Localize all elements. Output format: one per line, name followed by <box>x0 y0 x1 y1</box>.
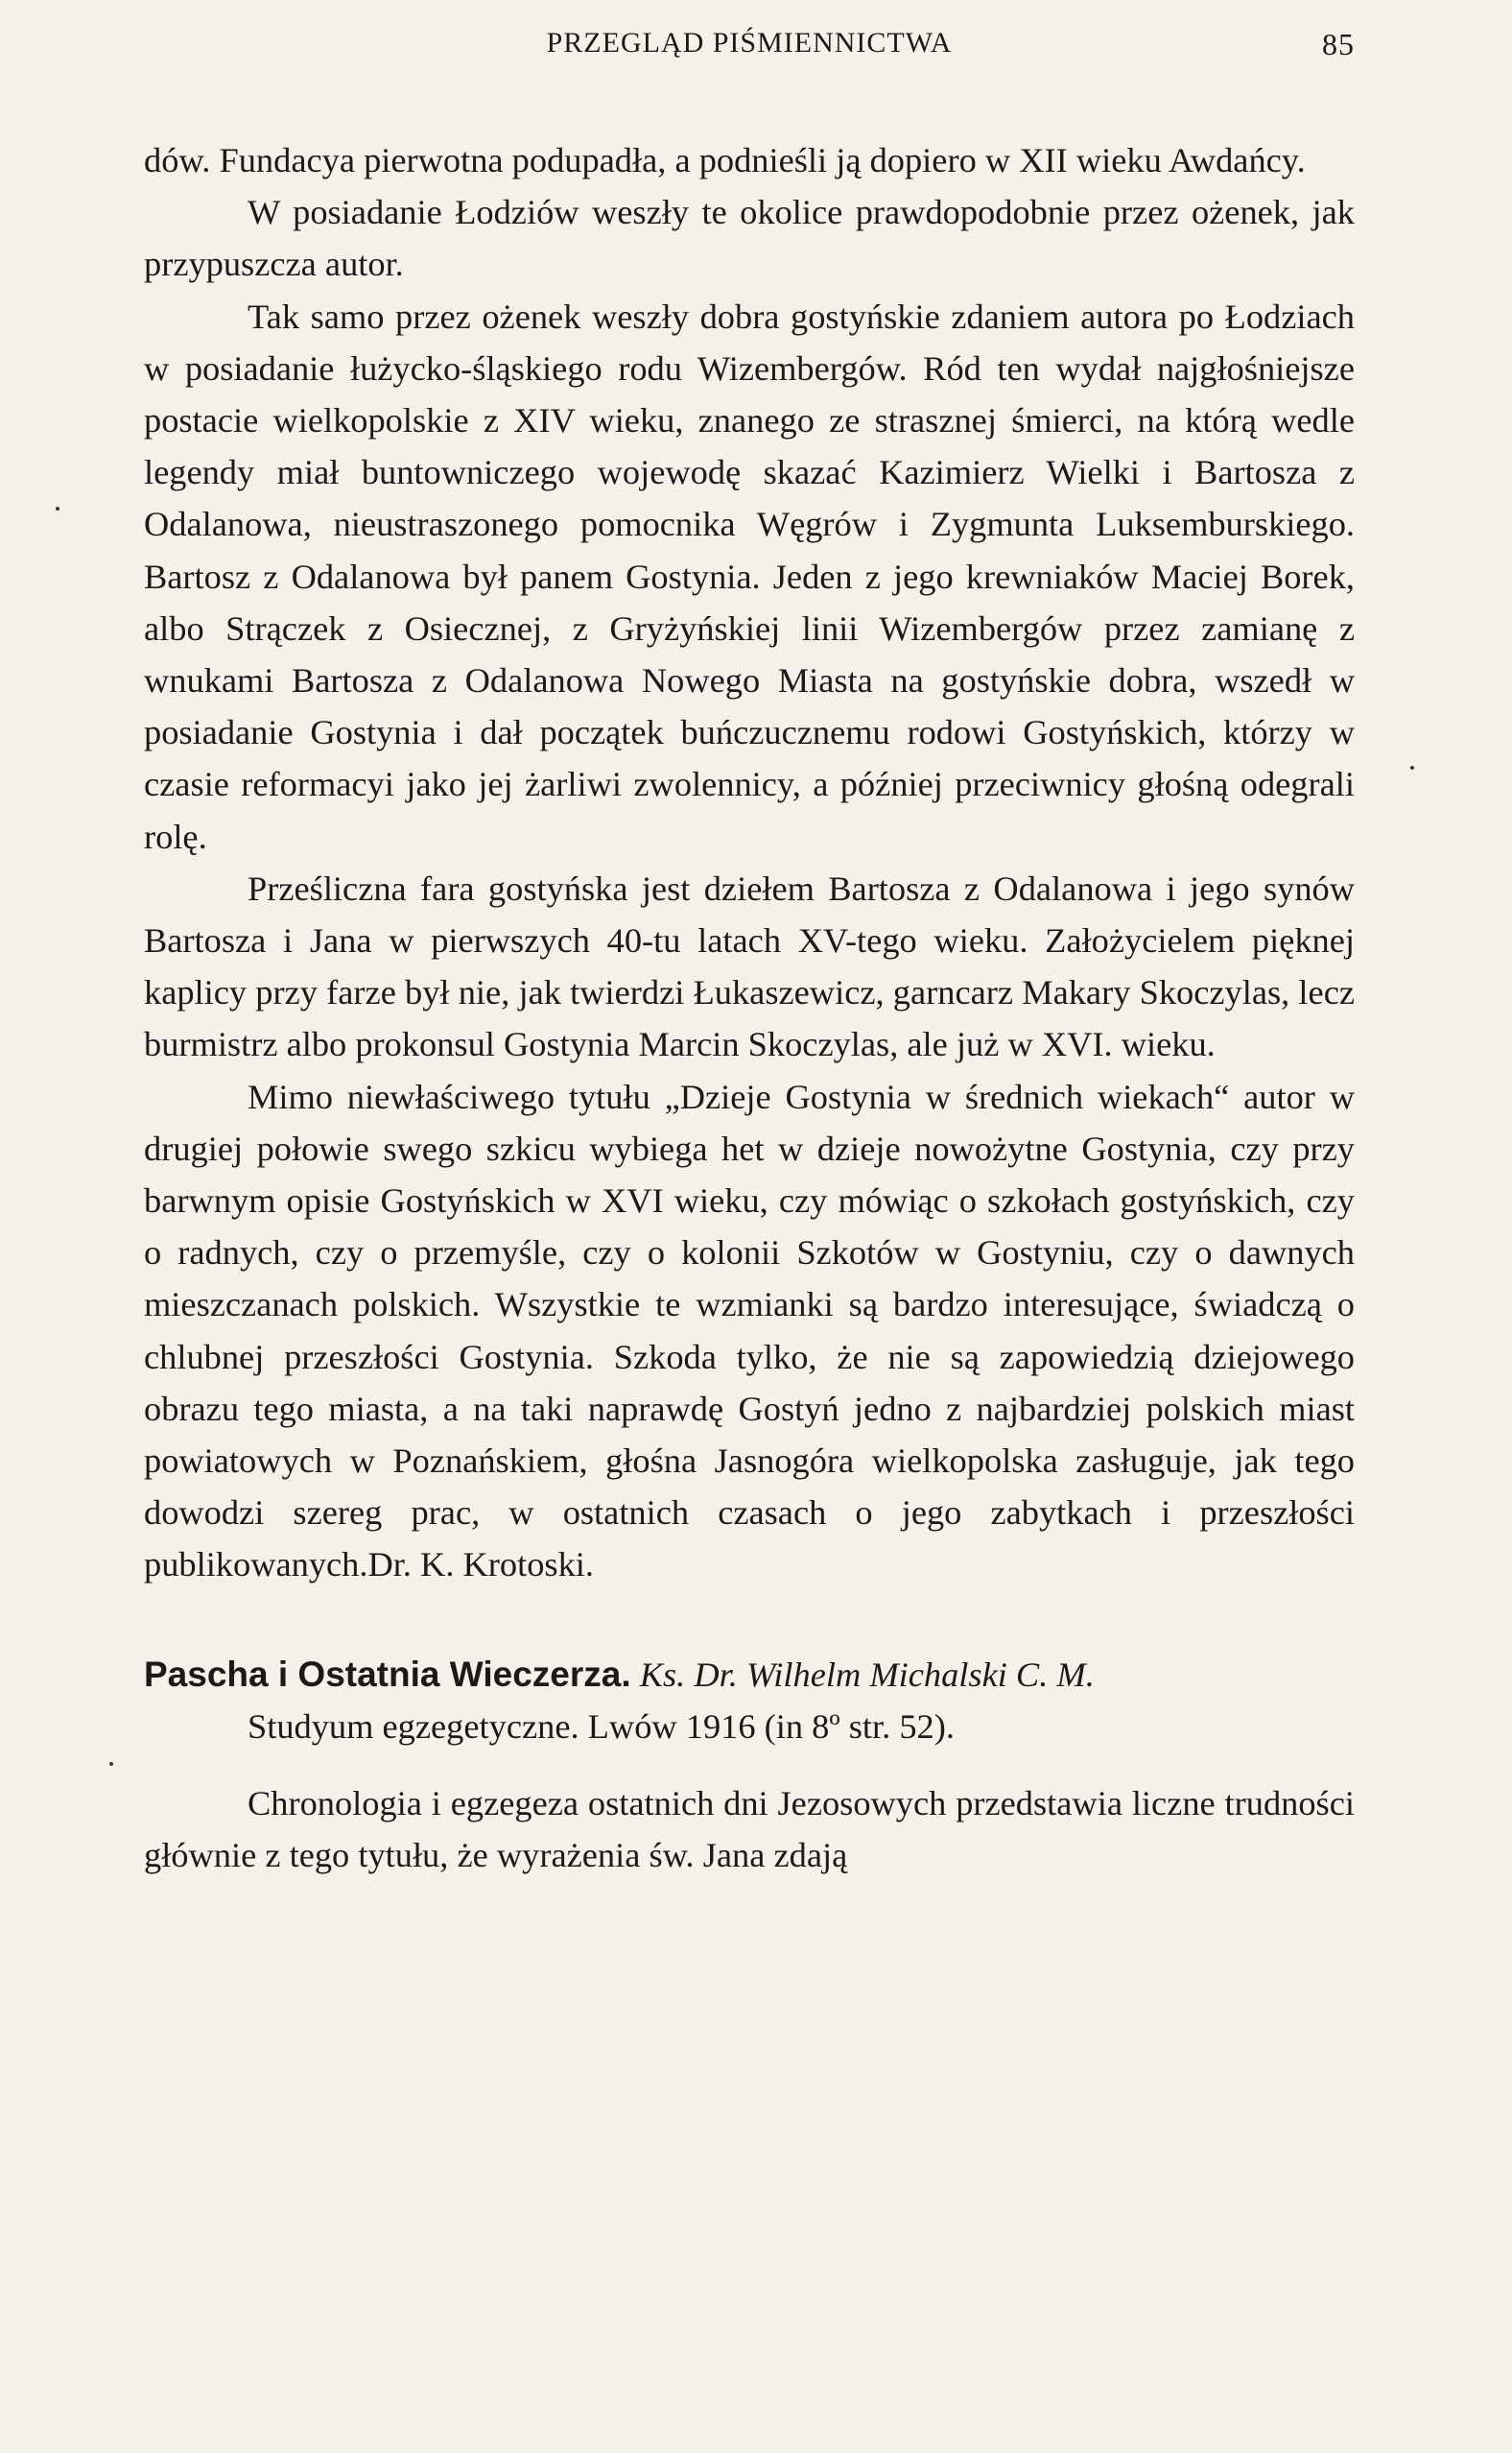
review-title: Pascha i Ostatnia Wieczerza. <box>144 1654 631 1694</box>
running-head <box>144 23 1355 81</box>
print-speck <box>1410 766 1414 770</box>
review-author: Ks. Dr. Wilhelm Michalski C. M. <box>639 1655 1095 1694</box>
author-signature: Dr. K. Krotoski. <box>367 1545 594 1584</box>
article-paragraph-4: Prześliczna fara gostyńska jest dziełem Bartosza z Odalanowa i jego synów Bartosza i Jana w pierwszych 40-tu latach XV-tego wieku. Założycielem pięknej kaplicy przy farze był nie, jak twierdzi Łukaszewicz, garncarz Makary Skoczylas, lecz burmistrz albo prokonsul Gostynia Marcin Skoczylas, ale już w XVI. wieku. <box>144 869 1355 1064</box>
review-body <box>144 1777 1355 1881</box>
page <box>144 23 1355 1881</box>
print-speck <box>56 507 59 511</box>
running-title: PRZEGLĄD PIŚMIENNICTWA <box>546 27 953 59</box>
article-paragraph-1: dów. Fundacya pierwotna podupadła, a podnieśli ją dopiero w XII wieku Awdańcy. <box>144 141 1306 179</box>
review-paragraph: Chronologia i egzegeza ostatnich dni Jezosowych przedstawia liczne trudności głównie z tego tytułu, że wyrażenia św. Jana zdają <box>144 1783 1355 1874</box>
review-subtitle: Studyum egzegetyczne. Lwów 1916 (in 8º str. 52). <box>248 1706 955 1746</box>
page-number: 85 <box>1322 27 1355 61</box>
print-speck <box>109 1762 113 1766</box>
article-paragraph-5-text: Mimo niewłaściwego tytułu „Dzieje Gostynia w średnich wiekach“ autor w drugiej połowie swego szkicu wybiega het w dzieje nowożytne Gostynia, czy przy barwnym opisie Gostyńskich w XVI wieku, czy mówiąc o szkołach gostyńskich, czy o radnych, czy o przemyśle, czy o kolonii Szkotów w Gostyniu, czy o dawnych mieszczanach polskich. Wszystkie te wzmianki są bardzo interesujące, świadczą o chlubnej przeszłości Gostynia. Szkoda tylko, że nie są zapowiedzią dziejowego obrazu tego miasta, a na taki naprawdę Gostyń jedno z najbardziej polskich miast powiatowych w Poznańskiem, głośna Jasnogóra wielkopolska zasługuje, jak tego dowodzi szereg prac, w ostatnich czasach o jego zabytkach i przeszłości publikowanych. <box>144 1077 1355 1584</box>
article-paragraph-3: Tak samo przez ożenek weszły dobra gostyńskie zdaniem autora po Łodziach w posiadanie łużycko-śląskiego rodu Wizembergów. Ród ten wydał najgłośniejsze postacie wielkopolskie z XIV wieku, znanego ze strasznej śmierci, na którą wedle legendy miał buntowniczego wojewodę skazać Kazimierz Wielki i Bartosza z Odalanowa, nieustraszonego pomocnika Węgrów i Zygmunta Luksemburskiego. Bartosz z Odalanowa był panem Gostynia. Jeden z jego krewniaków Maciej Borek, albo Strączek z Osiecznej, z Gryżyńskiej linii Wizembergów przez zamianę z wnukami Bartosza z Odalanowa Nowego Miasta na gostyńskie dobra, wszedł w posiadanie Gostynia i dał początek buńczucznemu rodowi Gostyńskich, którzy w czasie reformacyi jako jej żarliwi zwolennicy, a później przeciwnicy głośną odegrali rolę. <box>144 297 1355 856</box>
article-paragraph-2: W posiadanie Łodziów weszły te okolice prawdopodobnie przez ożenek, jak przypuszcza autor. <box>144 193 1355 284</box>
article-body <box>144 134 1355 1591</box>
review-heading <box>144 1649 1355 1752</box>
article-paragraph-5 <box>144 1071 1355 1591</box>
